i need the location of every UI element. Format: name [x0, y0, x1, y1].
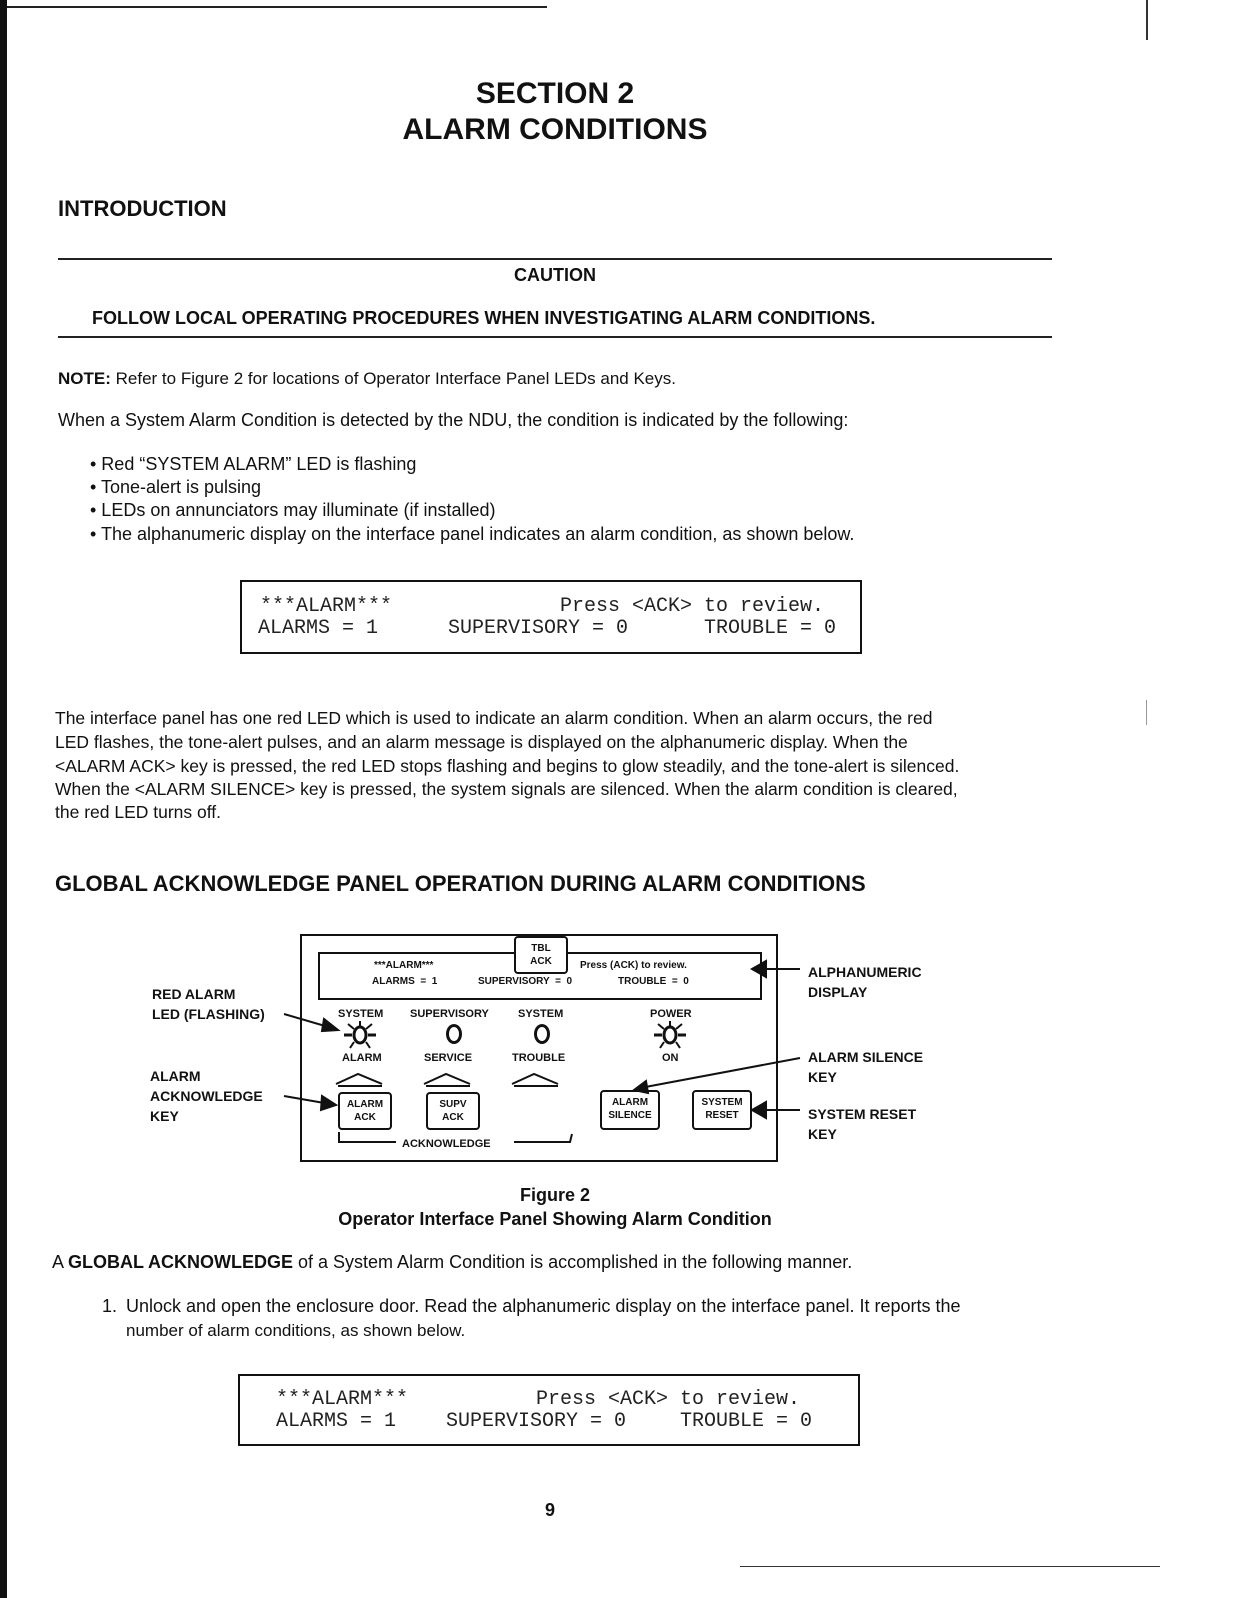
section-number: SECTION 2: [475, 77, 635, 110]
bullet-item: • LEDs on annunciators may illuminate (if installed): [90, 500, 496, 520]
key-label: TBL: [531, 943, 551, 954]
key-label: ACK: [530, 956, 552, 967]
panel-paragraph-line: the red LED turns off.: [55, 802, 222, 822]
callout-alarm-silence-key: ALARM SILENCE KEY: [808, 1049, 924, 1085]
callout-system-reset-key: SYSTEM RESET KEY: [808, 1106, 917, 1142]
display-press-ack: Press <ACK> to review.: [536, 1388, 801, 1411]
panel-lcd-supervisory: SUPERVISORY = 0: [478, 976, 573, 987]
acknowledge-label: ACKNOWLEDGE: [402, 1138, 491, 1150]
alphanumeric-display-example: [238, 1374, 860, 1446]
section-title: ALARM CONDITIONS: [402, 113, 708, 146]
key-label: SYSTEM: [701, 1097, 743, 1108]
text-run: of a System Alarm Condition is accomplished in the following manner.: [293, 1252, 853, 1272]
key-label: SUPV: [439, 1099, 467, 1110]
display-supervisory-count: SUPERVISORY = 0: [446, 1410, 627, 1433]
callout-alarm-acknowledge-key: ALARM ACKNOWLEDGE KEY: [150, 1068, 263, 1124]
panel-paragraph-line: LED flashes, the tone-alert pulses, and an alarm message is displayed on the alphanumeric display. When the: [55, 732, 908, 752]
step-number: 1.: [102, 1296, 118, 1316]
figure-caption-number: Figure 2: [519, 1185, 590, 1205]
led-label-supervisory: SUPERVISORY: [410, 1008, 489, 1020]
display-alarm-banner: ***ALARM***: [260, 595, 393, 618]
global-acknowledge-heading: GLOBAL ACKNOWLEDGE PANEL OPERATION DURING ALARM CONDITIONS: [55, 871, 866, 896]
caution-text: FOLLOW LOCAL OPERATING PROCEDURES WHEN INVESTIGATING ALARM CONDITIONS.: [92, 308, 876, 328]
bullet-item: • Tone-alert is pulsing: [90, 477, 262, 497]
caution-title: CAUTION: [514, 265, 596, 285]
display-press-ack: Press <ACK> to review.: [560, 595, 825, 618]
key-label: RESET: [705, 1110, 739, 1121]
display-alarms-count: ALARMS = 1: [276, 1410, 397, 1433]
detect-paragraph: When a System Alarm Condition is detected by the NDU, the condition is indicated by the following:: [58, 410, 849, 430]
figure-caption-title: Operator Interface Panel Showing Alarm Condition: [338, 1209, 772, 1229]
callout-red-alarm-led: RED ALARM LED (FLASHING): [152, 986, 265, 1022]
led-label-power: POWER: [650, 1008, 692, 1020]
text-run: A: [52, 1252, 69, 1272]
led-label-system: SYSTEM: [338, 1008, 384, 1020]
display-alarm-banner: ***ALARM***: [276, 1388, 409, 1411]
global-ack-paragraph: [52, 1251, 852, 1274]
key-label: ACK: [354, 1112, 376, 1123]
page-number: 9: [544, 1500, 555, 1520]
step-text-line: Unlock and open the enclosure door. Read the alphanumeric display on the interface panel. It reports the: [126, 1296, 961, 1316]
led-label-trouble: TROUBLE: [512, 1052, 566, 1064]
bullet-item: • The alphanumeric display on the interface panel indicates an alarm condition, as shown below.: [90, 524, 855, 544]
step-text-line: number of alarm conditions, as shown below.: [126, 1321, 466, 1340]
led-label-system-trouble: SYSTEM: [518, 1008, 564, 1020]
note-label: NOTE:: [58, 369, 111, 388]
panel-lcd-alarm: ***ALARM***: [374, 960, 434, 971]
panel-paragraph-line: <ALARM ACK> key is pressed, the red LED stops flashing and begins to glow steadily, and the tone-alert is silenced.: [55, 756, 960, 776]
key-label: ALARM: [611, 1097, 649, 1108]
callout-alphanumeric-display: ALPHANUMERIC DISPLAY: [808, 964, 922, 1000]
note-text: Refer to Figure 2 for locations of Operator Interface Panel LEDs and Keys.: [115, 369, 676, 388]
bullet-item: • Red “SYSTEM ALARM” LED is flashing: [90, 454, 417, 474]
text-run-bold: GLOBAL ACKNOWLEDGE: [68, 1252, 294, 1272]
key-label: ACK: [442, 1112, 464, 1123]
panel-lcd-press: Press (ACK) to review.: [580, 960, 687, 971]
led-label-on: ON: [662, 1052, 679, 1064]
led-label-alarm: ALARM: [342, 1052, 382, 1064]
panel-lcd-trouble: TROUBLE = 0: [618, 976, 689, 987]
key-label: ALARM: [346, 1099, 384, 1110]
display-trouble-count: TROUBLE = 0: [680, 1410, 813, 1433]
panel-paragraph-line: The interface panel has one red LED which is used to indicate an alarm condition. When an alarm occurs, the red: [55, 708, 933, 728]
panel-lcd-alarms: ALARMS = 1: [372, 976, 438, 987]
introduction-heading: INTRODUCTION: [58, 196, 227, 221]
key-label: SILENCE: [608, 1110, 652, 1121]
display-alarms-count: ALARMS = 1: [258, 617, 379, 640]
panel-paragraph-line: When the <ALARM SILENCE> key is pressed, the system signals are silenced. When the alarm condition is cleared,: [55, 779, 958, 799]
display-trouble-count: TROUBLE = 0: [704, 617, 837, 640]
led-label-service: SERVICE: [424, 1052, 473, 1064]
display-supervisory-count: SUPERVISORY = 0: [448, 617, 629, 640]
